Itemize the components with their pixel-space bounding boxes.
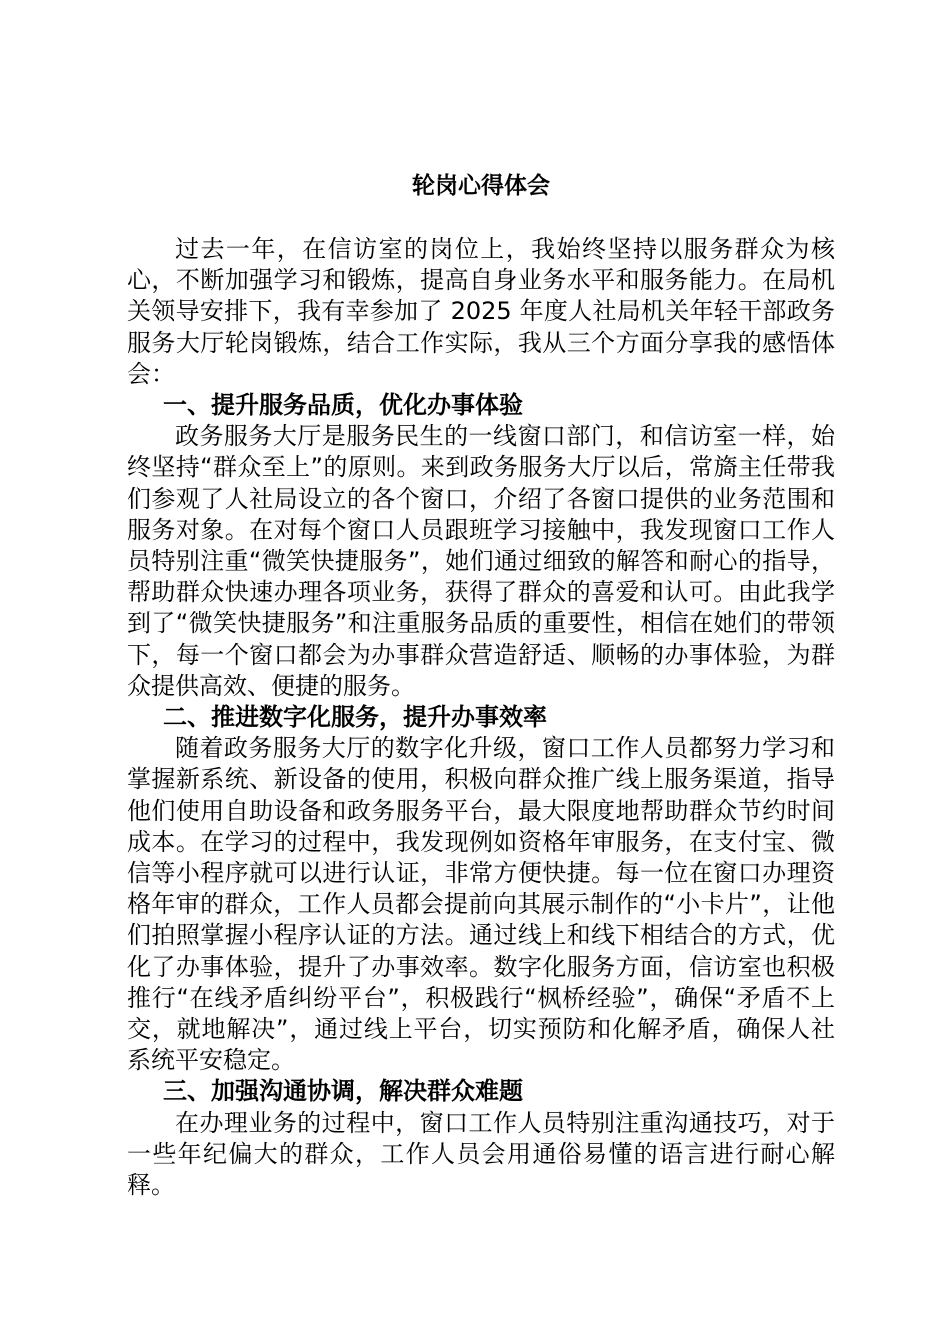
intro-paragraph: 过去一年，在信访室的岗位上，我始终坚持以服务群众为核心，不断加强学习和锻炼，提高自身业务水平和服务能力。在局机关领导安排下，我有幸参加了 2025 年度人社局机关年轻干部政务服务大厅轮岗锻炼，结合工作实际，我从三个方面分享我的感悟体会： [127, 235, 835, 388]
document-page [127, 168, 835, 1201]
section-body-2: 随着政务服务大厅的数字化升级，窗口工作人员都努力学习和掌握新系统、新设备的使用，积极向群众推广线上服务渠道，指导他们使用自助设备和政务服务平台，最大限度地帮助群众节约时间成本。在学习的过程中，我发现例如资格年审服务，在支付宝、微信等小程序就可以进行认证，非常方便快捷。每一位在窗口办理资格年审的群众，工作人员都会提前向其展示制作的“小卡片”，让他们拍照掌握小程序认证的方法。通过线上和线下相结合的方式，优化了办事体验，提升了办事效率。数字化服务方面，信访室也积极推行“在线矛盾纠纷平台”，积极践行“枫桥经验”，确保“矛盾不上交，就地解决”，通过线上平台，切实预防和化解矛盾，确保人社系统平安稳定。 [127, 734, 835, 1075]
section-heading-1: 一、提升服务品质，优化办事体验 [163, 391, 523, 420]
section-body-1: 政务服务大厅是服务民生的一线窗口部门，和信访室一样，始终坚持“群众至上”的原则。来到政务服务大厅以后，常旖主任带我们参观了人社局设立的各个窗口，介绍了各窗口提供的业务范围和服务对象。在对每个窗口人员跟班学习接触中，我发现窗口工作人员特别注重“微笑快捷服务”，她们通过细致的解答和耐心的指导，帮助群众快速办理各项业务，获得了群众的喜爱和认可。由此我学到了“微笑快捷服务”和注重服务品质的重要性，相信在她们的带领下，每一个窗口都会为办事群众营造舒适、顺畅的办事体验，为群众提供高效、便捷的服务。 [127, 422, 835, 700]
section-body-3: 在办理业务的过程中，窗口工作人员特别注重沟通技巧，对于一些年纪偏大的群众，工作人员会用通俗易懂的语言进行耐心解释。 [127, 1108, 835, 1200]
section-heading-2: 二、推进数字化服务，提升办事效率 [163, 703, 547, 732]
section-heading-3: 三、加强沟通协调，解决群众难题 [163, 1077, 523, 1106]
page-title: 轮岗心得体会 [412, 173, 550, 199]
